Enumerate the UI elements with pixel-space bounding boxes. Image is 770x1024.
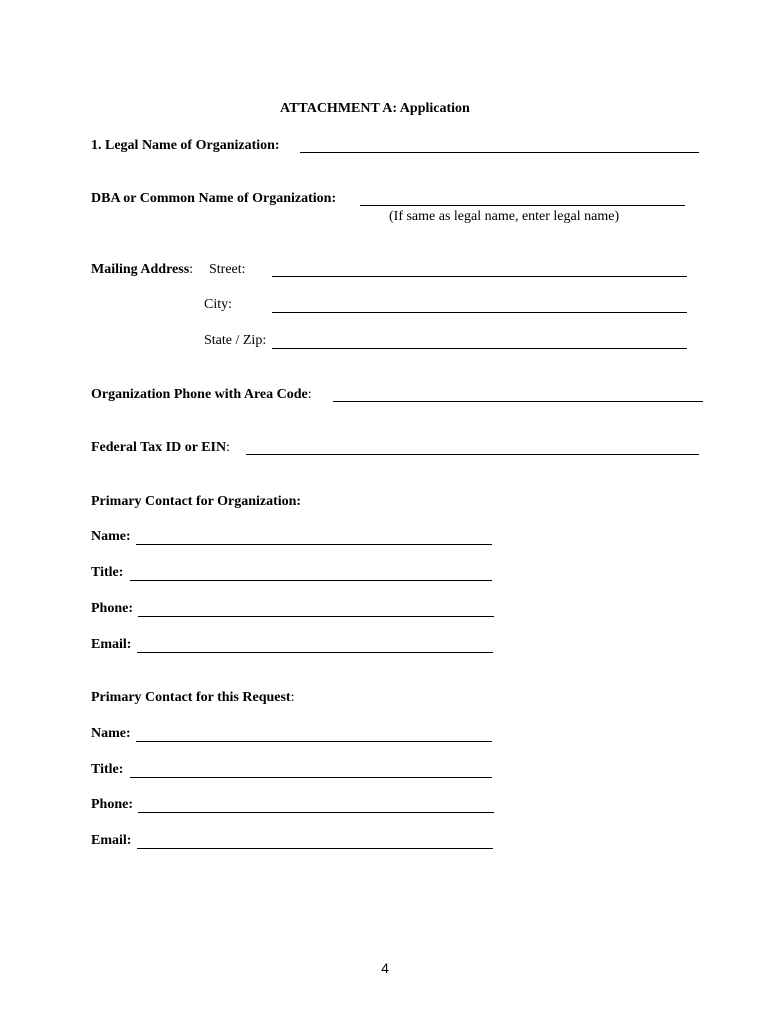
tax-id-field[interactable] <box>246 454 699 455</box>
org-contact-heading: Primary Contact for Organization: <box>91 494 302 509</box>
org-contact-name-field[interactable] <box>136 544 492 545</box>
request-contact-phone-label: Phone: <box>91 797 133 812</box>
dba-note: (If same as legal name, enter legal name) <box>389 209 620 224</box>
page-number: 4 <box>381 960 389 976</box>
request-contact-title-field[interactable] <box>130 777 492 778</box>
request-contact-name-label: Name: <box>91 726 131 741</box>
street-field[interactable] <box>272 276 687 277</box>
org-contact-title-field[interactable] <box>130 580 492 581</box>
org-contact-email-label: Email: <box>91 637 132 652</box>
state-zip-label: State / Zip: <box>204 333 267 348</box>
dba-label: DBA or Common Name of Organization: <box>91 191 337 206</box>
tax-id-label: Federal Tax ID or EIN: <box>91 440 230 455</box>
request-contact-email-field[interactable] <box>137 848 493 849</box>
mailing-address-label: Mailing Address: <box>91 262 194 277</box>
org-contact-title-label: Title: <box>91 565 124 580</box>
request-contact-heading: Primary Contact for this Request: <box>91 690 295 705</box>
legal-name-label: 1. Legal Name of Organization: <box>91 138 280 153</box>
request-contact-email-label: Email: <box>91 833 132 848</box>
request-contact-phone-field[interactable] <box>138 812 494 813</box>
org-phone-label: Organization Phone with Area Code: <box>91 387 312 402</box>
dba-field[interactable] <box>360 205 685 206</box>
legal-name-field[interactable] <box>300 152 699 153</box>
org-contact-phone-label: Phone: <box>91 601 133 616</box>
street-label: Street: <box>209 262 246 277</box>
org-contact-phone-field[interactable] <box>138 616 494 617</box>
request-contact-name-field[interactable] <box>136 741 492 742</box>
org-contact-name-label: Name: <box>91 529 131 544</box>
page-title: ATTACHMENT A: Application <box>280 101 470 116</box>
city-label: City: <box>204 297 233 312</box>
state-zip-field[interactable] <box>272 348 687 349</box>
org-contact-email-field[interactable] <box>137 652 493 653</box>
request-contact-title-label: Title: <box>91 762 124 777</box>
city-field[interactable] <box>272 312 687 313</box>
org-phone-field[interactable] <box>333 401 703 402</box>
